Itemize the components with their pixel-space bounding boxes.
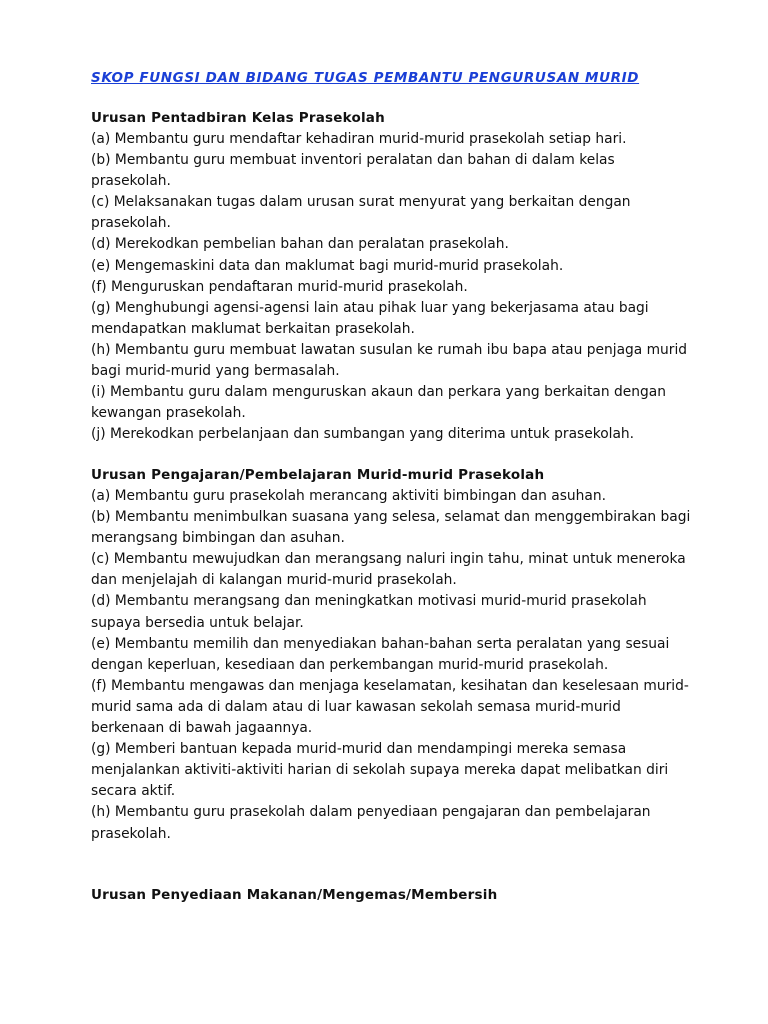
text-line: kewangan prasekolah. — [91, 405, 246, 422]
text-line: (b) Membantu guru membuat inventori peralatan dan bahan di dalam kelas — [91, 152, 615, 169]
document-title: SKOP FUNGSI DAN BIDANG TUGAS PEMBANTU PENGURUSAN MURID — [91, 70, 640, 86]
text-line: mendapatkan maklumat berkaitan prasekolah. — [91, 320, 415, 337]
text-line: dan menjelajah di kalangan murid-murid prasekolah. — [91, 572, 457, 589]
text-line: (g) Menghubungi agensi-agensi lain atau pihak luar yang bekerjasama atau bagi — [91, 299, 649, 316]
section-makanan — [91, 885, 691, 906]
text-line: (d) Membantu merangsang dan meningkatkan motivasi murid-murid prasekolah — [91, 593, 647, 610]
text-line: (c) Membantu mewujudkan dan merangsang naluri ingin tahu, minat untuk meneroka — [91, 551, 686, 568]
section-heading: Urusan Pentadbiran Kelas Prasekolah — [91, 110, 385, 126]
section-body — [91, 486, 691, 845]
text-line: merangsang bimbingan dan asuhan. — [91, 530, 345, 547]
text-line: secara aktif. — [91, 783, 176, 800]
text-line: prasekolah. — [91, 173, 171, 190]
text-line: (e) Mengemaskini data dan maklumat bagi murid-murid prasekolah. — [91, 257, 564, 274]
text-line: bagi murid-murid yang bermasalah. — [91, 363, 340, 380]
text-line: supaya bersedia untuk belajar. — [91, 614, 304, 631]
text-line: murid sama ada di dalam atau di luar kawasan sekolah semasa murid-murid — [91, 698, 621, 715]
text-line: (c) Melaksanakan tugas dalam urusan surat menyurat yang berkaitan dengan — [91, 194, 631, 211]
section-pentadbiran — [91, 108, 691, 445]
section-heading: Urusan Pengajaran/Pembelajaran Murid-murid Prasekolah — [91, 467, 545, 483]
text-line: (f) Membantu mengawas dan menjaga keselamatan, kesihatan dan keselesaan murid- — [91, 677, 689, 694]
text-line: (a) Membantu guru mendaftar kehadiran murid-murid prasekolah setiap hari. — [91, 131, 627, 147]
text-line: dengan keperluan, kesediaan dan perkembangan murid-murid prasekolah. — [91, 656, 609, 673]
section-heading: Urusan Penyediaan Makanan/Mengemas/Membersih — [91, 887, 498, 903]
text-line: (h) Membantu guru prasekolah dalam penyediaan pengajaran dan pembelajaran — [91, 804, 651, 821]
text-line: prasekolah. — [91, 215, 171, 232]
section-pengajaran — [91, 465, 691, 845]
text-line: (i) Membantu guru dalam menguruskan akaun dan perkara yang berkaitan dengan — [91, 384, 666, 401]
text-line: (g) Memberi bantuan kepada murid-murid dan mendampingi mereka semasa — [91, 741, 627, 758]
text-line: berkenaan di bawah jagaannya. — [91, 720, 313, 737]
text-line: (b) Membantu menimbulkan suasana yang selesa, selamat dan menggembirakan bagi — [91, 509, 691, 526]
text-line: (d) Merekodkan pembelian bahan dan peralatan prasekolah. — [91, 236, 509, 253]
text-line: menjalankan aktiviti-aktiviti harian di sekolah supaya mereka dapat melibatkan diri — [91, 762, 669, 779]
text-line: (j) Merekodkan perbelanjaan dan sumbangan yang diterima untuk prasekolah. — [91, 426, 635, 443]
text-line: (h) Membantu guru membuat lawatan susulan ke rumah ibu bapa atau penjaga murid — [91, 341, 688, 358]
text-line: (a) Membantu guru prasekolah merancang aktiviti bimbingan dan asuhan. — [91, 488, 606, 504]
text-line: prasekolah. — [91, 825, 171, 842]
section-body — [91, 129, 691, 445]
text-line: (e) Membantu memilih dan menyediakan bahan-bahan serta peralatan yang sesuai — [91, 635, 670, 652]
text-line: (f) Menguruskan pendaftaran murid-murid prasekolah. — [91, 278, 468, 295]
